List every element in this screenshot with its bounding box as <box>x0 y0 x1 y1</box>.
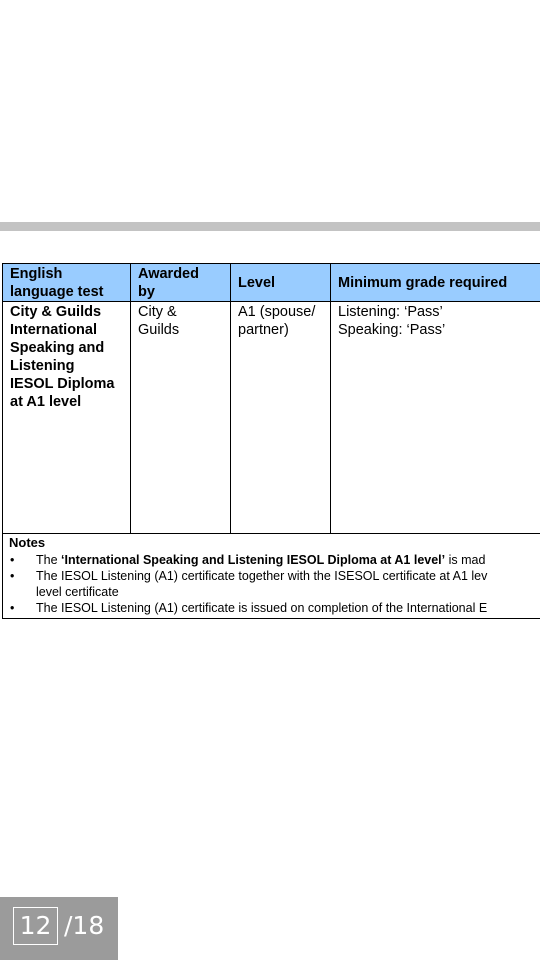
table-row <box>3 302 540 534</box>
total-pages: /18 <box>64 911 105 940</box>
page-indicator[interactable] <box>0 897 118 960</box>
current-page-number[interactable]: 12 <box>13 907 58 945</box>
list-item: • The ‘International Speaking and Listening IESOL Diploma at A1 level’ is mad <box>10 553 486 567</box>
header-level: Level <box>231 264 331 302</box>
header-english-language-test: English language test <box>3 264 131 302</box>
bullet-icon: • <box>10 601 15 615</box>
cell-level: A1 (spouse/ partner) <box>231 302 331 534</box>
notes-title: Notes <box>9 535 46 550</box>
header-awarded-by: Awarded by <box>131 264 231 302</box>
bullet-icon: • <box>10 569 15 583</box>
cell-minimum-grade: Listening: ‘Pass’ Speaking: ‘Pass’ <box>331 302 540 534</box>
notes-list <box>9 552 540 616</box>
page-divider <box>0 222 540 231</box>
notes-cell <box>3 534 540 619</box>
english-test-table <box>2 263 540 619</box>
list-item: • The IESOL Listening (A1) certificate is issued on completion of the International E <box>10 601 488 615</box>
cell-awarded-by: City & Guilds <box>131 302 231 534</box>
bullet-icon: • <box>10 553 15 567</box>
cell-test-name: City & Guilds International Speaking and Listening IESOL Diploma at A1 level <box>3 302 131 534</box>
notes-row <box>3 534 540 619</box>
header-minimum-grade: Minimum grade required <box>331 264 540 302</box>
table-header-row <box>3 264 540 302</box>
list-item: • The IESOL Listening (A1) certificate together with the ISESOL certificate at A1 lev level certificate <box>10 569 488 599</box>
